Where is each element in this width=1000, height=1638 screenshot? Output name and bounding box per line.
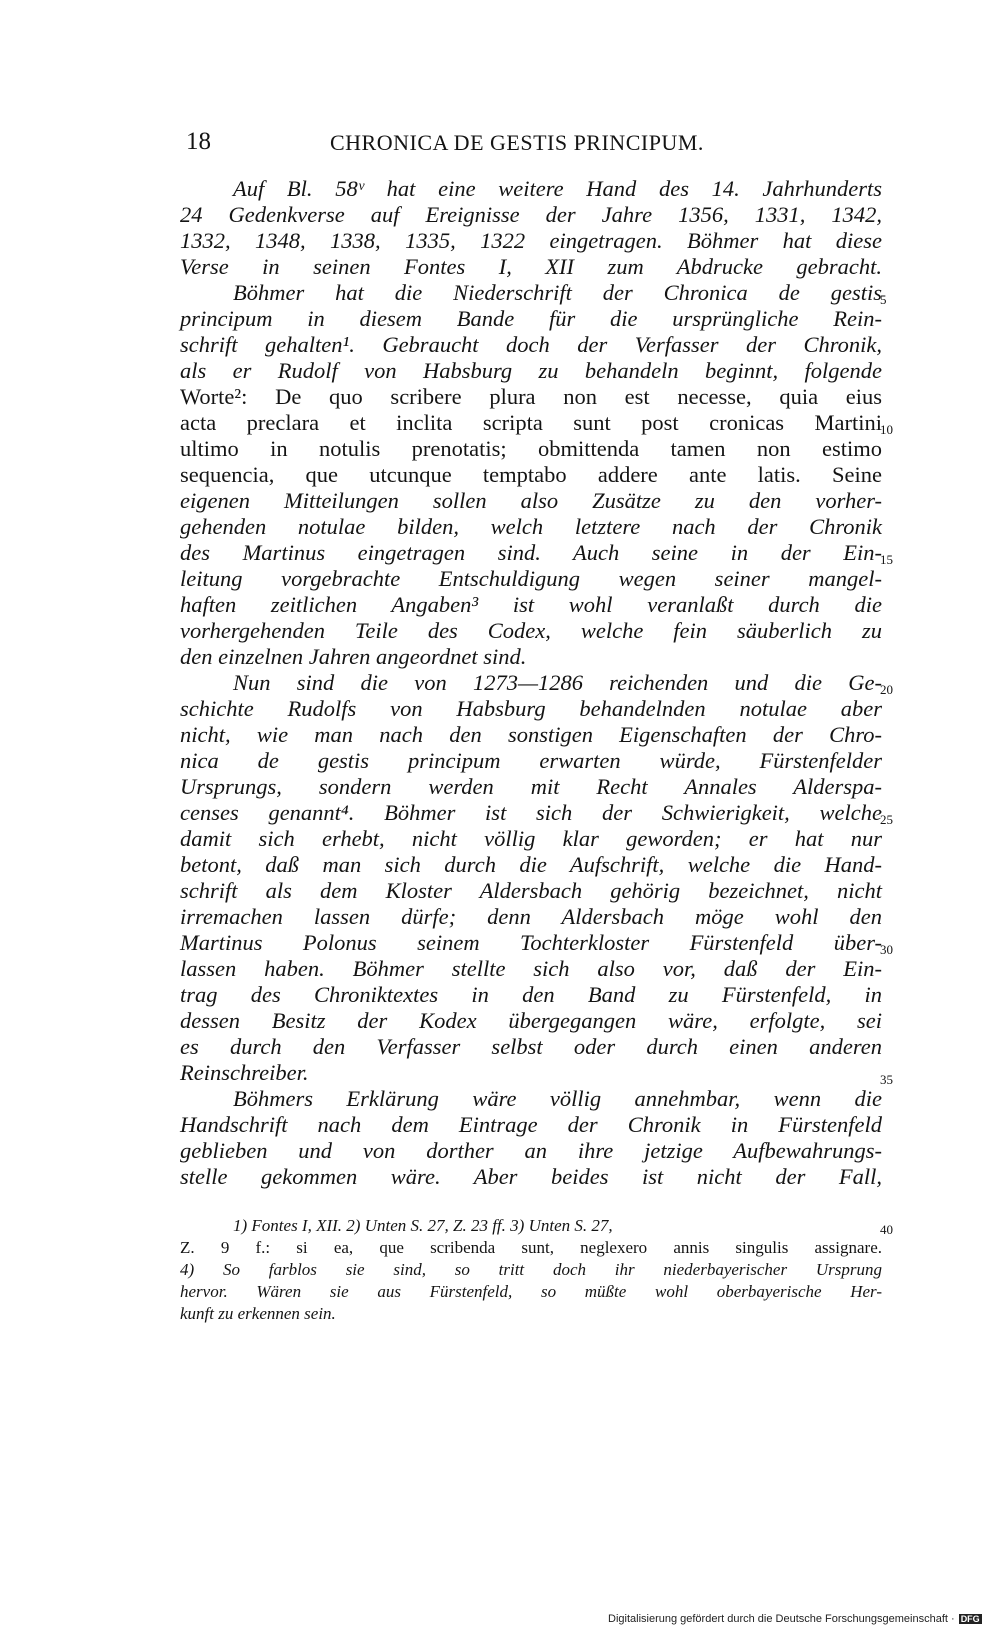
text-line: Nun sind die von 1273—1286 reichenden und die Ge- xyxy=(233,670,882,695)
text-line: nicht, wie man nach den sonstigen Eigenschaften der Chro- xyxy=(180,722,882,747)
text-line: betont, daß man sich durch die Aufschrift, welche die Hand- xyxy=(180,852,882,877)
line-number: 25 xyxy=(880,812,893,827)
text-line: censes genannt⁴. Böhmer ist sich der Schwierigkeit, welche xyxy=(180,800,882,825)
line-number: 5 xyxy=(880,292,887,307)
line-number: 40 xyxy=(880,1222,893,1237)
text-line: geblieben und von dorther an ihre jetzige Aufbewahrungs- xyxy=(180,1138,882,1163)
text-line: schrift als dem Kloster Aldersbach gehörig bezeichnet, nicht xyxy=(180,878,882,903)
text-line: lassen haben. Böhmer stellte sich also vor, daß der Ein- xyxy=(180,956,882,981)
footer-credit: Digitalisierung gefördert durch die Deutsche Forschungsgemeinschaft · xyxy=(608,1613,955,1625)
footnote-line: 4) So farblos sie sind, so tritt doch ihr niederbayerischer Ursprung xyxy=(180,1260,882,1279)
footnote-line: hervor. Wären sie aus Fürstenfeld, so müßte wohl oberbayerische Her- xyxy=(180,1282,882,1301)
text-line: als er Rudolf von Habsburg zu behandeln beginnt, folgende xyxy=(180,358,882,383)
text-line: es durch den Verfasser selbst oder durch einen anderen xyxy=(180,1034,882,1059)
text-line: schichte Rudolfs von Habsburg behandelnden notulae aber xyxy=(180,696,882,721)
text-line: Auf Bl. 58ᵛ hat eine weitere Hand des 14. Jahrhunderts xyxy=(233,176,882,201)
text-line: des Martinus eingetragen sind. Auch seine in der Ein- xyxy=(180,540,882,565)
line-number: 20 xyxy=(880,682,893,697)
line-number: 15 xyxy=(880,552,893,567)
text-line: den einzelnen Jahren angeordnet sind. xyxy=(180,644,527,669)
text-line: Ursprungs, sondern werden mit Recht Annales Alderspa- xyxy=(180,774,882,799)
text-line: 1332, 1348, 1338, 1335, 1322 eingetragen. Böhmer hat diese xyxy=(180,228,882,253)
line-number: 35 xyxy=(880,1072,893,1087)
text-line: Handschrift nach dem Eintrage der Chronik in Fürstenfeld xyxy=(180,1112,882,1137)
running-title: CHRONICA DE GESTIS PRINCIPUM. xyxy=(330,130,704,155)
text-line: Böhmers Erklärung wäre völlig annehmbar, wenn die xyxy=(233,1086,882,1111)
text-line: acta preclara et inclita scripta sunt post cronicas Martini xyxy=(180,410,882,435)
text-line: principum in diesem Bande für die ursprüngliche Rein- xyxy=(180,306,882,331)
text-line: sequencia, que utcunque temptabo addere ante latis. Seine xyxy=(180,462,882,487)
text-line: eigenen Mitteilungen sollen also Zusätze zu den vorher- xyxy=(180,488,882,513)
text-line: irremachen lassen dürfe; denn Aldersbach möge wohl den xyxy=(180,904,882,929)
text-line: Böhmer hat die Niederschrift der Chronica de gestis xyxy=(233,280,882,305)
text-line: schrift gehalten¹. Gebraucht doch der Verfasser der Chronik, xyxy=(180,332,882,357)
text-line: Martinus Polonus seinem Tochterkloster Fürstenfeld über- xyxy=(180,930,882,955)
text-line: trag des Chroniktextes in den Band zu Fürstenfeld, in xyxy=(180,982,882,1007)
text-line: nica de gestis principum erwarten würde, Fürstenfelder xyxy=(180,748,882,773)
text-line: dessen Besitz der Kodex übergegangen wäre, erfolgte, sei xyxy=(180,1008,882,1033)
text-line: 24 Gedenkverse auf Ereignisse der Jahre 1356, 1331, 1342, xyxy=(180,202,882,227)
footnote-line: kunft zu erkennen sein. xyxy=(180,1304,336,1323)
text-line: haften zeitlichen Angaben³ ist wohl veranlaßt durch die xyxy=(180,592,882,617)
footnote-line: Z. 9 f.: si ea, que scribenda sunt, neglexero annis singulis assignare. xyxy=(180,1238,882,1257)
text-line: gehenden notulae bilden, welch letztere nach der Chronik xyxy=(180,514,882,539)
text-line: stelle gekommen wäre. Aber beides ist nicht der Fall, xyxy=(180,1164,882,1189)
text-line: Verse in seinen Fontes I, XII zum Abdrucke gebracht. xyxy=(180,254,882,279)
text-line: Reinschreiber. xyxy=(180,1060,309,1085)
footnote-line: 1) Fontes I, XII. 2) Unten S. 27, Z. 23 ff. 3) Unten S. 27, xyxy=(233,1216,613,1235)
dfg-logo: DFG xyxy=(960,1614,980,1624)
page-number: 18 xyxy=(186,128,211,155)
line-number: 10 xyxy=(880,422,893,437)
text-line: leitung vorgebrachte Entschuldigung wegen seiner mangel- xyxy=(180,566,882,591)
text-line: vorhergehenden Teile des Codex, welche fein säuberlich zu xyxy=(180,618,882,643)
line-number: 30 xyxy=(880,942,893,957)
text-line: damit sich erhebt, nicht völlig klar geworden; er hat nur xyxy=(180,826,882,851)
digitization-footer xyxy=(608,1613,982,1625)
text-line: ultimo in notulis prenotatis; obmittenda tamen non estimo xyxy=(180,436,882,461)
text-line: Worte²: De quo scribere plura non est necesse, quia eius xyxy=(180,384,882,409)
